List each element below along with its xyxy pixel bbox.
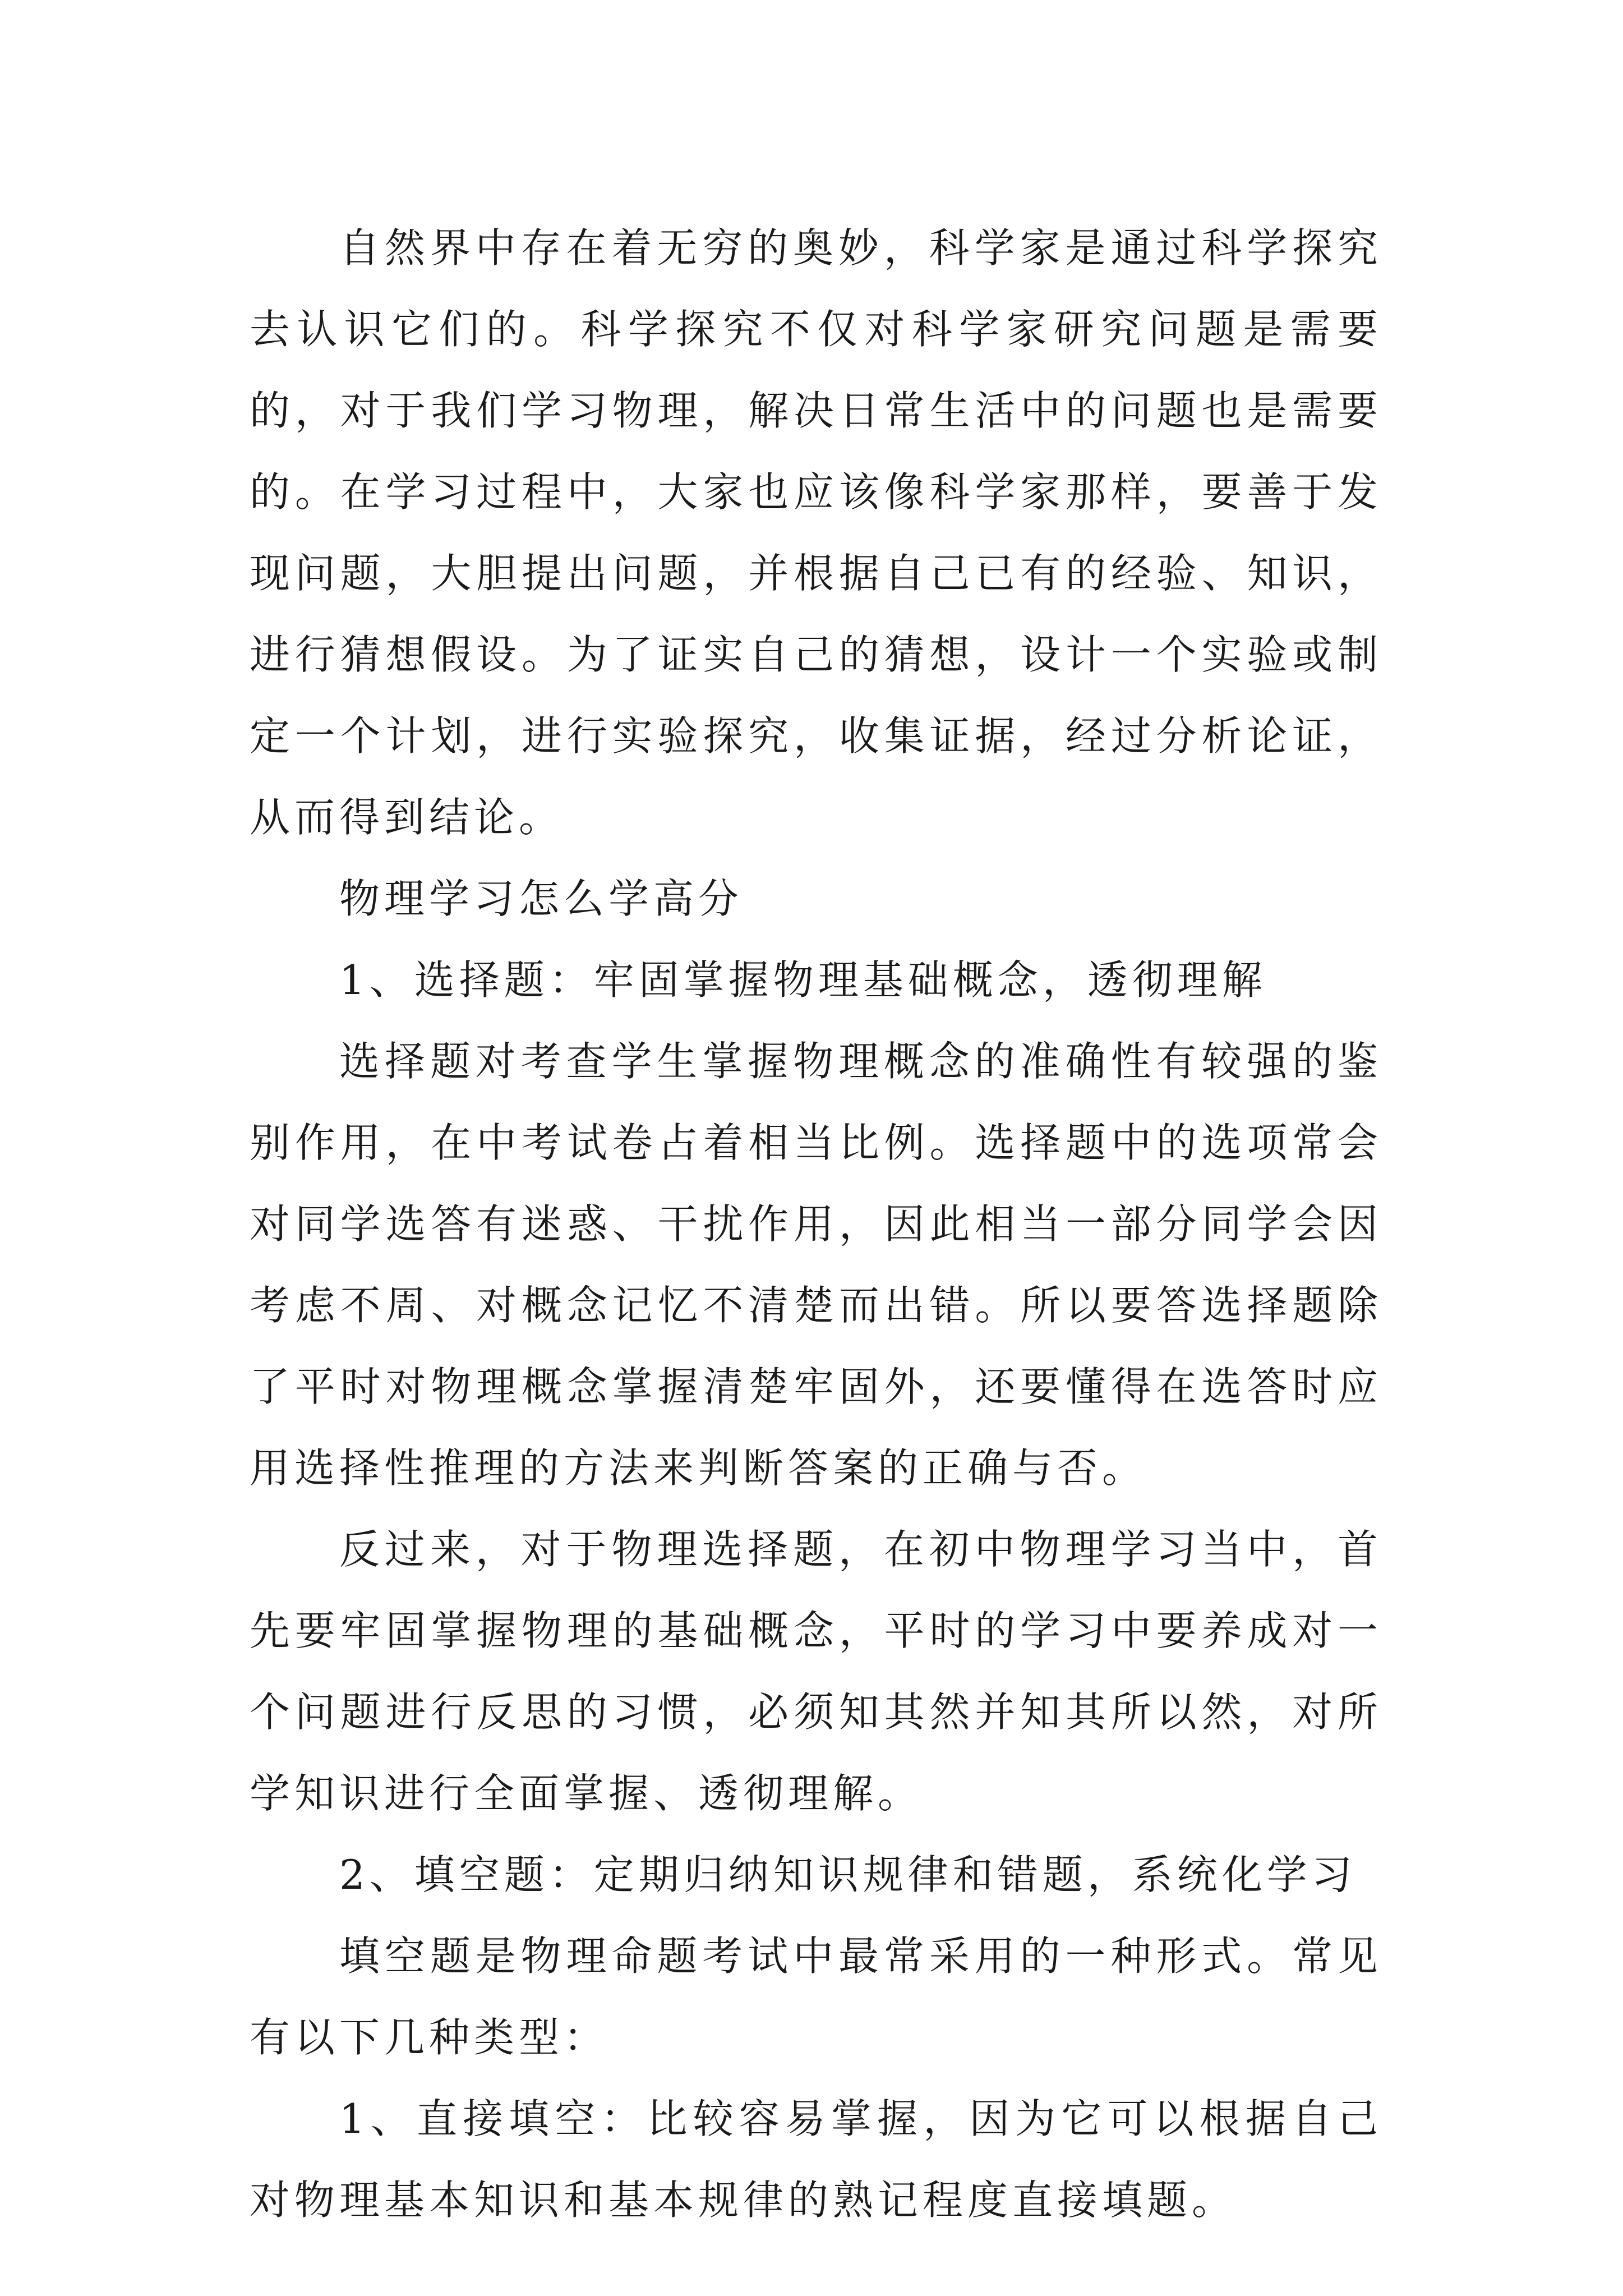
subheading-multiple-choice: 1、选择题：牢固掌握物理基础概念，透彻理解 — [339, 956, 1267, 1004]
paragraph-direct-fill: 1、直接填空：比较容易掌握，因为它可以根据自己对物理基本知识和基本规律的熟记程度直接填题。 — [250, 2095, 1382, 2224]
paragraph-multiple-choice-advice: 反过来，对于物理选择题，在初中物理学习当中，首先要牢固掌握物理的基础概念，平时的学习中要养成对一个问题进行反思的习惯，必须知其然并知其所以然，对所学知识进行全面掌握、透彻理解。 — [250, 1526, 1382, 1817]
subheading-fill-in-blank: 2、填空题：定期归纳知识规律和错题，系统化学习 — [339, 1851, 1357, 1898]
paragraph-multiple-choice: 选择题对考查学生掌握物理概念的准确性有较强的鉴别作用，在中考试卷占着相当比例。选择题中的选项常会对同学选答有迷惑、干扰作用，因此相当一部分同学会因考虑不周、对概念记忆不清楚而出错。所以要答选择题除了平时对物理概念掌握清楚牢固外，还要懂得在选答时应用选择性推理的方法来判断答案的正确与否。 — [250, 1038, 1382, 1492]
paragraph-fill-in-blank: 填空题是物理命题考试中最常采用的一种形式。常见有以下几种类型： — [250, 1932, 1382, 2061]
section-heading: 物理学习怎么学高分 — [339, 875, 744, 922]
document-body — [250, 208, 1382, 2241]
paragraph-intro: 自然界中存在着无穷的奥妙，科学家是通过科学探究去认识它们的。科学探究不仅对科学家研究问题是需要的，对于我们学习物理，解决日常生活中的问题也是需要的。在学习过程中，大家也应该像科学家那样，要善于发现问题，大胆提出问题，并根据自己已有的经验、知识，进行猜想假设。为了证实自己的猜想，设计一个实验或制定一个计划，进行实验探究，收集证据，经过分析论证，从而得到结论。 — [250, 224, 1382, 841]
